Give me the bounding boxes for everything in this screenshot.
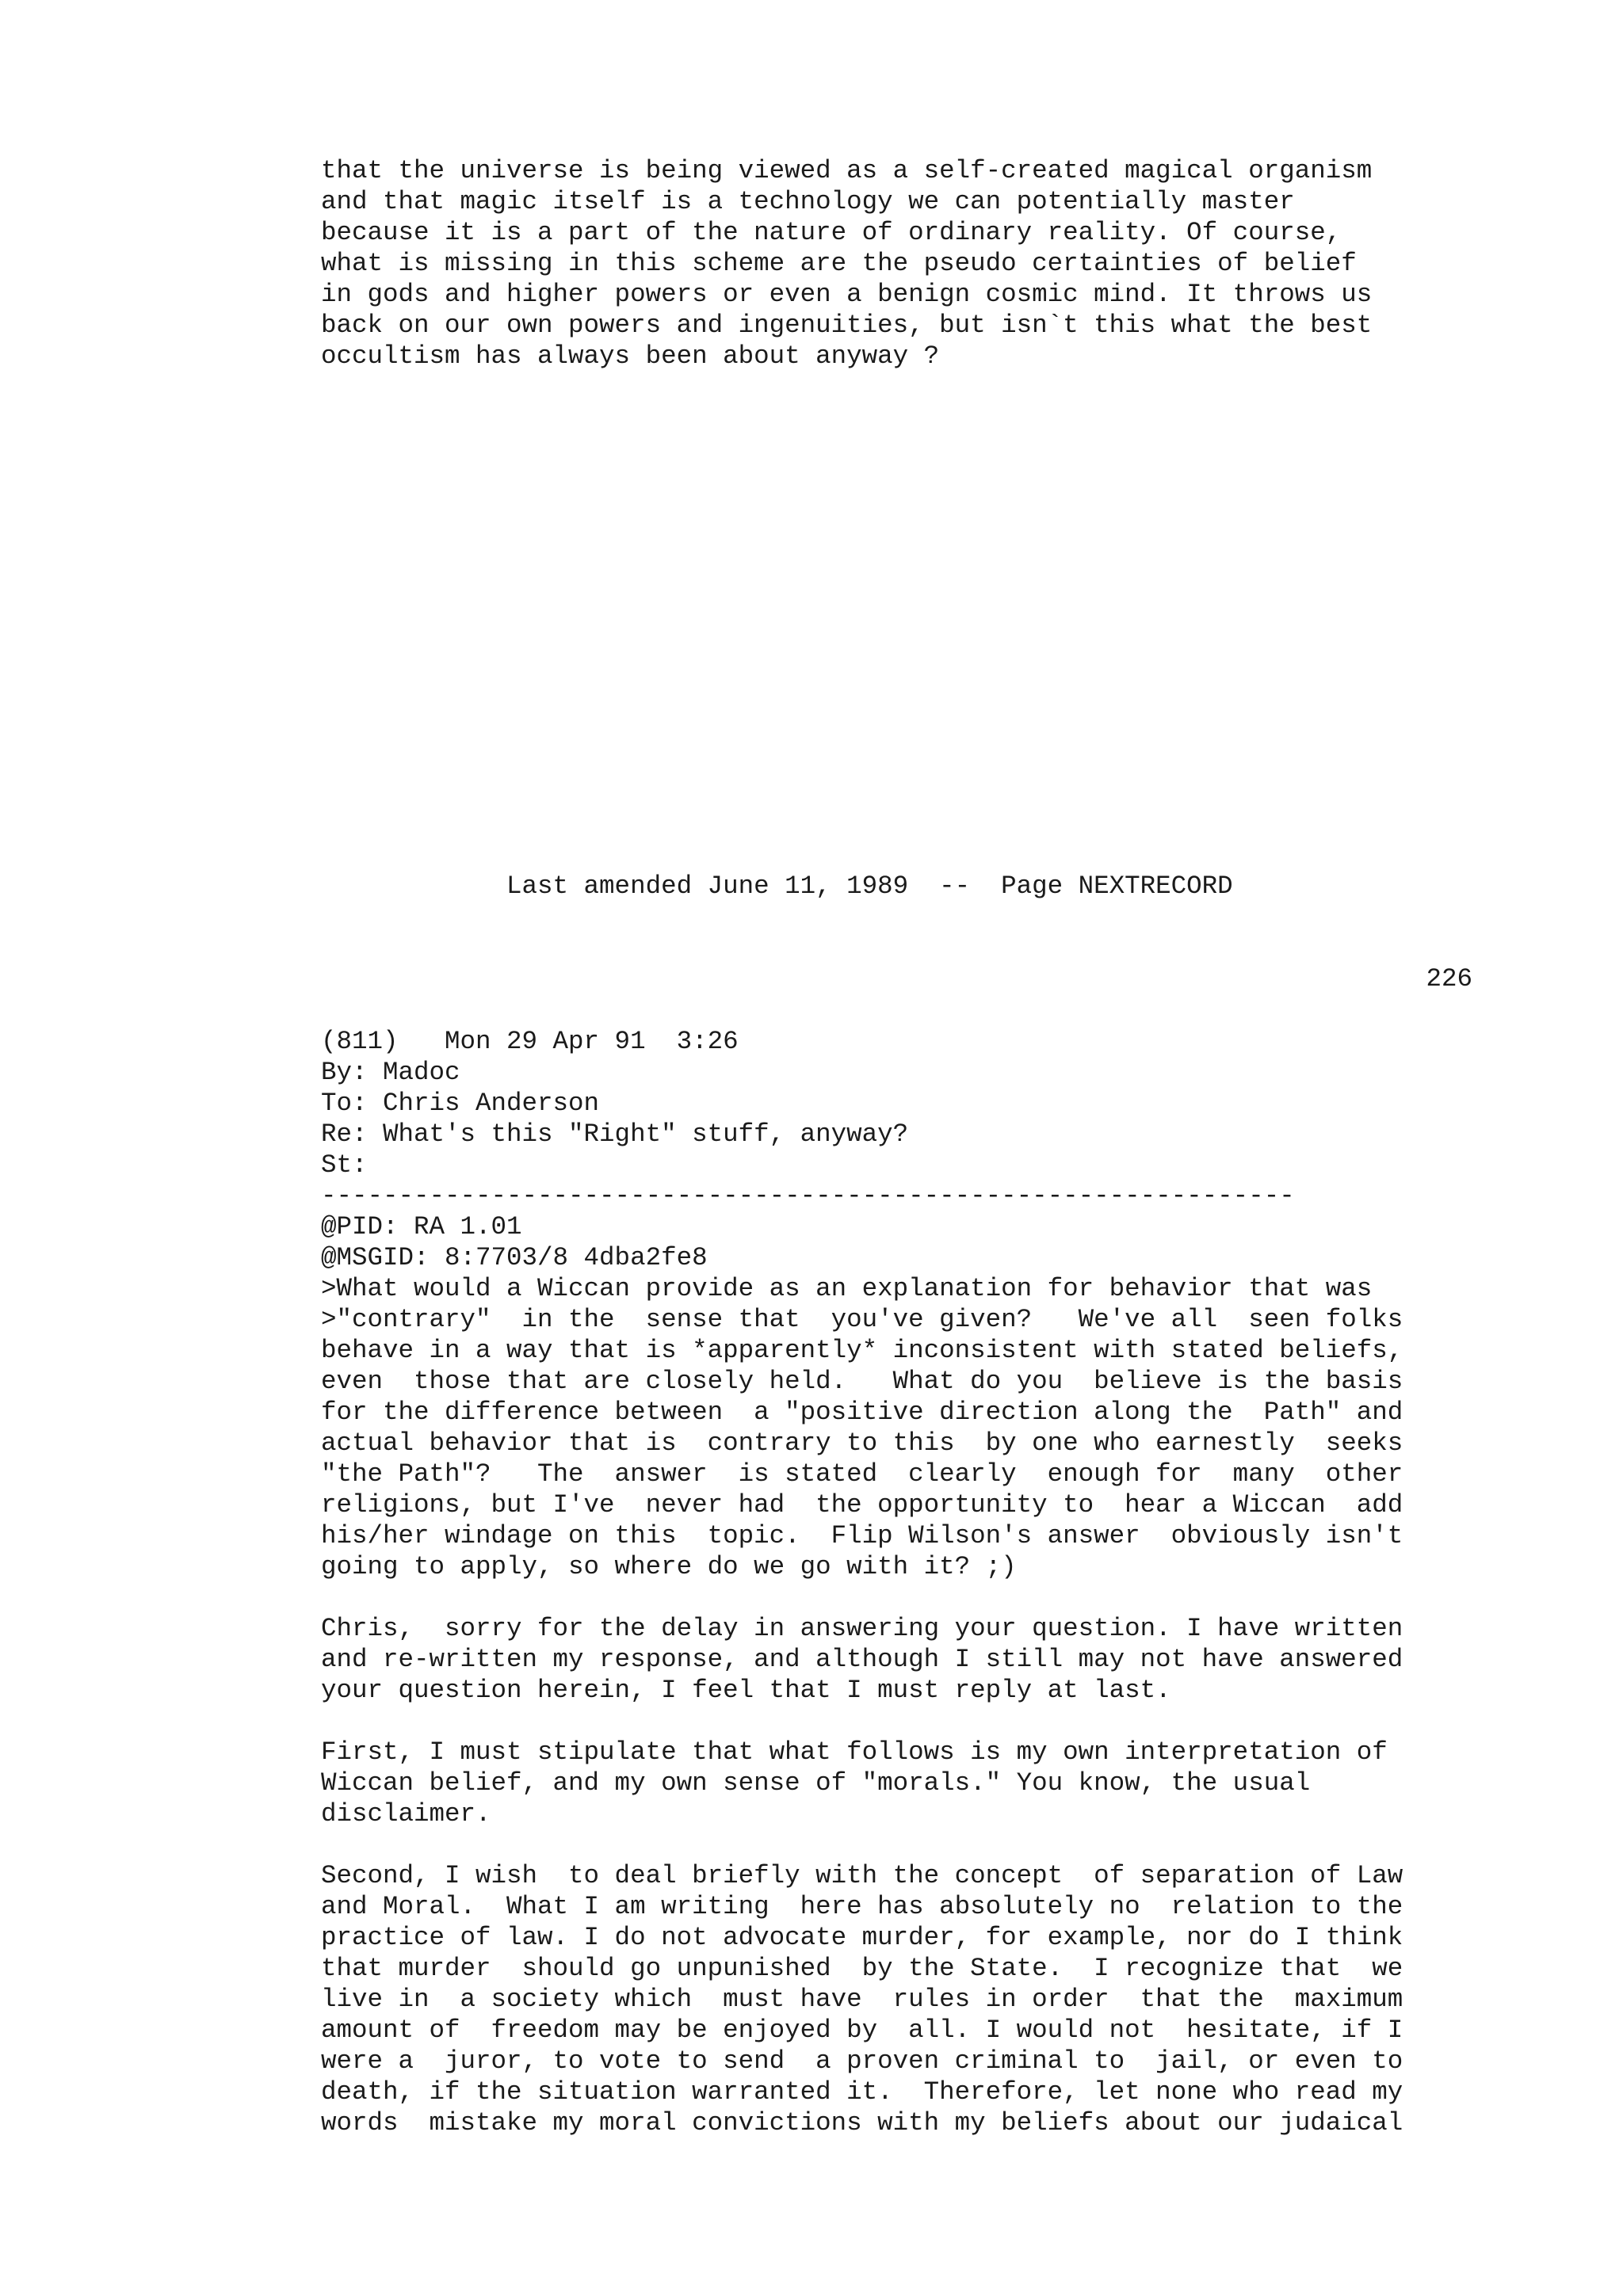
- text-line: Second, I wish to deal briefly with the concept of separation of Law: [321, 1861, 1403, 1890]
- quoted-line: >What would a Wiccan provide as an explanation for behavior that was: [321, 1274, 1373, 1303]
- message-pid: @PID: RA 1.01: [321, 1212, 522, 1241]
- text-line: religions, but I've never had the opportunity to hear a Wiccan add: [321, 1490, 1403, 1520]
- text-line: even those that are closely held. What do you believe is the basis: [321, 1367, 1403, 1396]
- message-body: [321, 1026, 1403, 2138]
- blank-line: [321, 1582, 1403, 1613]
- text-line: that the universe is being viewed as a self-created magical organism: [321, 156, 1373, 185]
- text-line: in gods and higher powers or even a benign cosmic mind. It throws us: [321, 280, 1373, 309]
- text-line: practice of law. I do not advocate murder, for example, nor do I think: [321, 1923, 1403, 1952]
- text-line: amount of freedom may be enjoyed by all. I would not hesitate, if I: [321, 2016, 1403, 2045]
- text-line: for the difference between a "positive direction along the Path" and: [321, 1398, 1403, 1427]
- text-line: occultism has always been about anyway ?: [321, 341, 940, 371]
- text-line: and that magic itself is a technology we can potentially master: [321, 187, 1295, 216]
- text-line: back on our own powers and ingenuities, but isn`t this what the best: [321, 311, 1373, 340]
- top-paragraph: [321, 155, 1372, 372]
- text-line: Wiccan belief, and my own sense of "morals." You know, the usual: [321, 1768, 1311, 1798]
- text-line: behave in a way that is *apparently* inconsistent with stated beliefs,: [321, 1336, 1403, 1365]
- text-line: were a juror, to vote to send a proven criminal to jail, or even to: [321, 2046, 1403, 2076]
- message-header-number-date: (811) Mon 29 Apr 91 3:26: [321, 1027, 739, 1056]
- text-line: disclaimer.: [321, 1799, 491, 1829]
- text-line: that murder should go unpunished by the State. I recognize that we: [321, 1954, 1403, 1983]
- message-msgid: @MSGID: 8:7703/8 4dba2fe8: [321, 1243, 708, 1272]
- message-header-subject: Re: What's this "Right" stuff, anyway?: [321, 1119, 909, 1149]
- message-header-status: St:: [321, 1150, 368, 1180]
- text-line: what is missing in this scheme are the pseudo certainties of belief: [321, 249, 1357, 278]
- text-line: his/her windage on this topic. Flip Wilson's answer obviously isn't: [321, 1521, 1403, 1550]
- blank-line: [321, 1706, 1403, 1737]
- quoted-line: >"contrary" in the sense that you've given? We've all seen folks: [321, 1305, 1403, 1334]
- text-line: words mistake my moral convictions with my beliefs about our judaical: [321, 2108, 1403, 2138]
- text-line: your question herein, I feel that I must reply at last.: [321, 1676, 1171, 1705]
- text-line: First, I must stipulate that what follows is my own interpretation of: [321, 1737, 1388, 1767]
- text-line: live in a society which must have rules in order that the maximum: [321, 1985, 1403, 2014]
- text-line: Chris, sorry for the delay in answering your question. I have written: [321, 1614, 1403, 1643]
- header-divider: ---------------------------------------------------------------: [321, 1181, 1295, 1211]
- text-line: because it is a part of the nature of ordinary reality. Of course,: [321, 218, 1342, 247]
- message-header-to: To: Chris Anderson: [321, 1089, 600, 1118]
- page-footer: Last amended June 11, 1989 -- Page NEXTRECORD: [321, 871, 1233, 901]
- page-number: 226: [1426, 964, 1472, 994]
- text-line: and re-written my response, and although I still may not have answered: [321, 1645, 1403, 1674]
- text-line: going to apply, so where do we go with it? ;): [321, 1552, 1017, 1581]
- text-line: and Moral. What I am writing here has absolutely no relation to the: [321, 1892, 1403, 1921]
- blank-line: [321, 1829, 1403, 1860]
- text-line: death, if the situation warranted it. Therefore, let none who read my: [321, 2077, 1403, 2107]
- text-line: "the Path"? The answer is stated clearly enough for many other: [321, 1459, 1403, 1489]
- text-line: actual behavior that is contrary to this by one who earnestly seeks: [321, 1428, 1403, 1458]
- message-header-from: By: Madoc: [321, 1058, 460, 1087]
